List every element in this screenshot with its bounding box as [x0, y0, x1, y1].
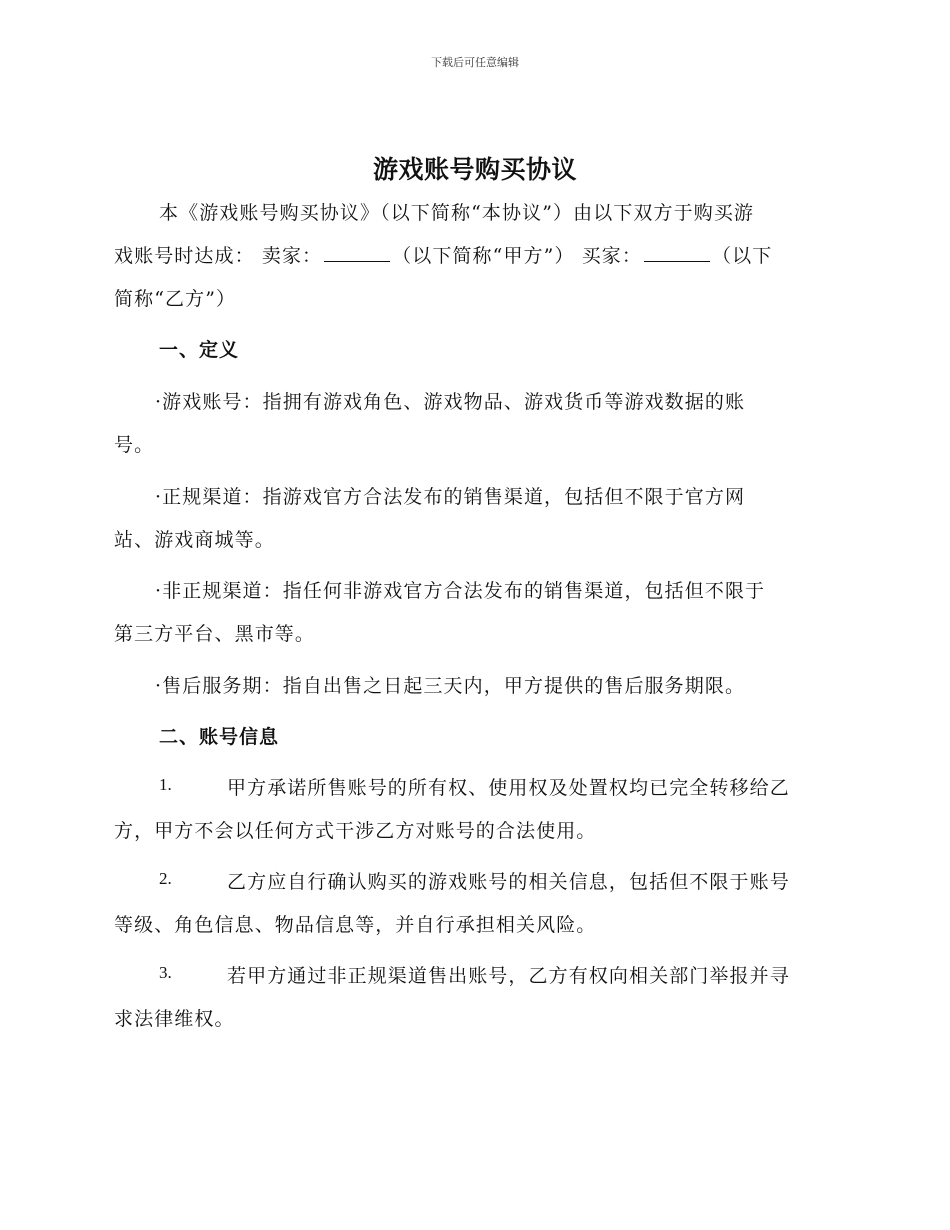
intro-line-3: 简称“乙方”） [114, 288, 237, 310]
list-item-line-1: 若甲方通过非正规渠道售出账号，乙方有权向相关部门举报并寻 [227, 965, 790, 987]
list-item-line-1: 甲方承诺所售账号的所有权、使用权及处置权均已完全转移给乙 [227, 777, 790, 799]
list-item-line-2: 方，甲方不会以任何方式干涉乙方对账号的合法使用。 [114, 820, 597, 842]
list-item-line-1: 乙方应自行确认购买的游戏账号的相关信息，包括但不限于账号 [227, 871, 790, 893]
definition-item-line-1: ·非正规渠道：指任何非游戏官方合法发布的销售渠道，包括但不限于 [155, 580, 766, 602]
list-item-line-2: 等级、角色信息、物品信息等，并自行承担相关风险。 [114, 914, 597, 936]
intro-party-b-prefix: （以下 [712, 245, 773, 267]
definition-item-line-2: 号。 [114, 434, 155, 456]
intro-seller-label: 戏账号时达成： 卖家： [114, 245, 323, 267]
page-header-note: 下载后可任意编辑 [431, 56, 519, 69]
buyer-name-blank[interactable] [644, 243, 710, 262]
definition-item-line-2: 站、游戏商城等。 [114, 529, 275, 551]
intro-line-1: 本《游戏账号购买协议》（以下简称“本协议”）由以下双方于购买游 [159, 202, 755, 224]
intro-line-2 [114, 241, 772, 268]
section-heading-account-info: 二、账号信息 [159, 726, 280, 748]
list-item-line-2: 求法律维权。 [114, 1008, 235, 1030]
definition-item-line-1: ·游戏账号：指拥有游戏角色、游戏物品、游戏货币等游戏数据的账 [155, 391, 746, 413]
intro-party-a-note: （以下简称“甲方”） 买家： [392, 245, 643, 267]
definition-item-line-1: ·正规渠道：指游戏官方合法发布的销售渠道，包括但不限于官方网 [155, 486, 746, 508]
seller-name-blank[interactable] [324, 243, 390, 262]
list-item-number: 1. [159, 775, 172, 794]
section-heading-definitions: 一、定义 [159, 339, 240, 361]
list-item-number: 2. [159, 869, 172, 888]
definition-item-line-1: ·售后服务期：指自出售之日起三天内，甲方提供的售后服务期限。 [155, 675, 746, 697]
document-title: 游戏账号购买协议 [372, 155, 577, 184]
definition-item-line-2: 第三方平台、黑市等。 [114, 623, 316, 645]
list-item-number: 3. [159, 963, 172, 982]
